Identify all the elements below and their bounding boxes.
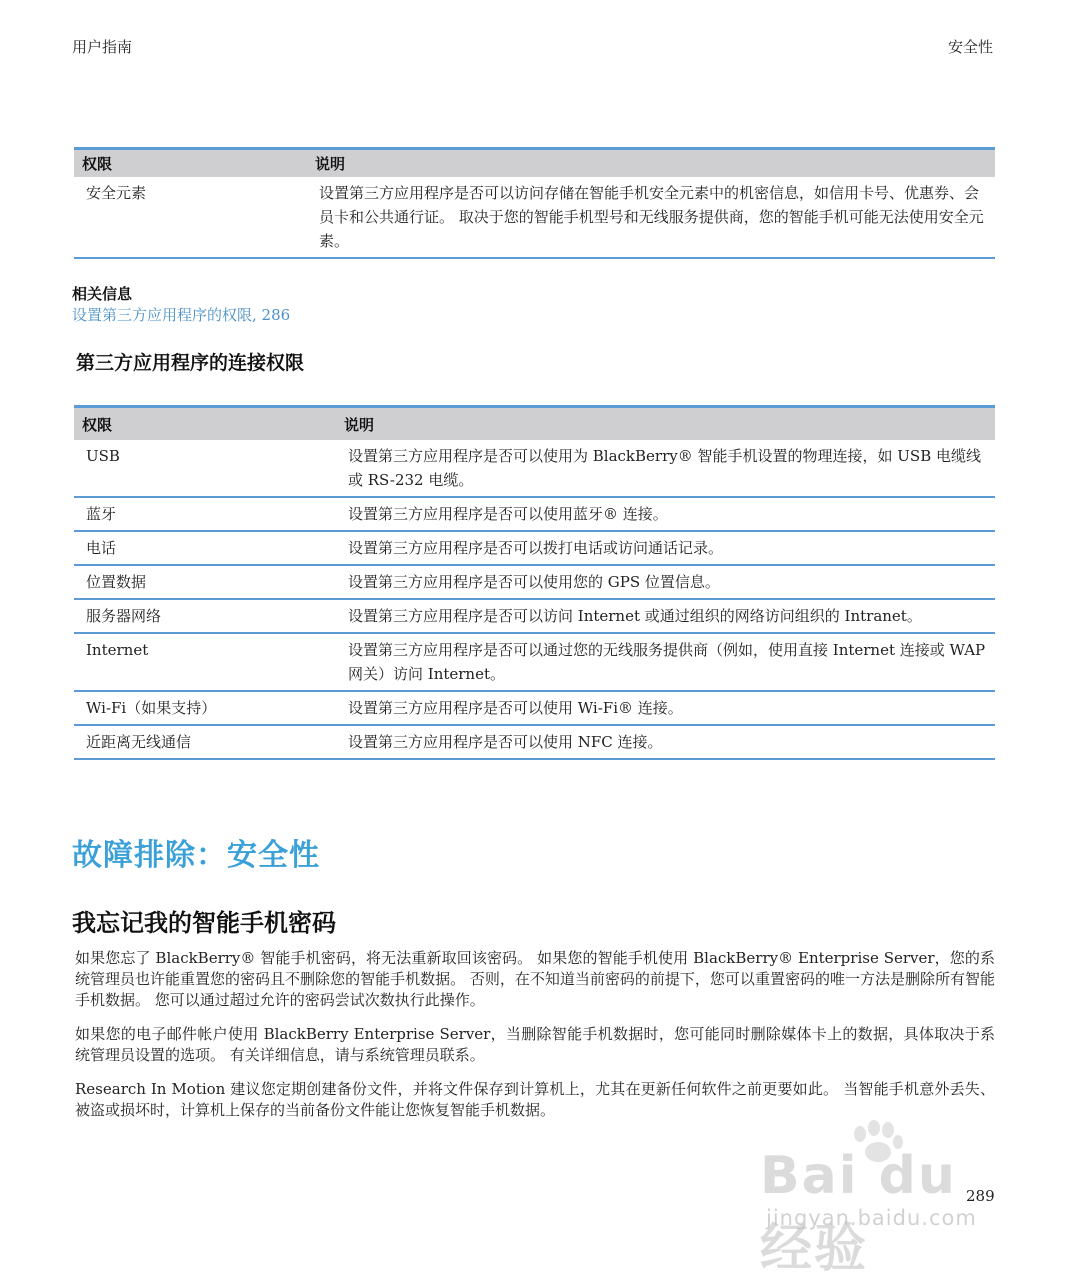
body-paragraph: Research In Motion 建议您定期创建备份文件，并将文件保存到计算机上，尤其在更新任何软件之前更要如此。 当智能手机意外丢失、被盗或损坏时，计算机上保存的当前备份文件能让您恢复智能手机数据。	[75, 1080, 995, 1119]
permission-name: 近距离无线通信	[74, 725, 336, 759]
related-info-heading: 相关信息	[72, 285, 133, 303]
table-header-row	[74, 407, 995, 441]
permission-description: 设置第三方应用程序是否可以通过您的无线服务提供商（例如，使用直接 Internet 连接或 WAP 网关）访问 Internet。	[336, 633, 995, 691]
troubleshooting-section-title: 故障排除：安全性	[72, 838, 320, 873]
body-paragraph: 如果您忘了 BlackBerry® 智能手机密码，将无法重新取回该密码。 如果您的智能手机使用 BlackBerry® Enterprise Server，您的系统管理员也许能重置您的密码且不删除您的智能手机数据。 否则，在不知道当前密码的前提下，您可以重置密码的唯一方法是删除所有智能手机数据。 您可以通过超过允许的密码尝试次数执行此操作。	[75, 949, 995, 1009]
related-info-link[interactable]: 设置第三方应用程序的权限, 286	[72, 306, 291, 324]
permission-name: USB	[74, 440, 336, 497]
table-row	[74, 691, 995, 725]
permission-name: Internet	[74, 633, 336, 691]
column-header-description: 说明	[336, 407, 995, 441]
column-header-description: 说明	[307, 149, 995, 178]
table-row	[74, 565, 995, 599]
permission-description: 设置第三方应用程序是否可以使用 NFC 连接。	[336, 725, 995, 759]
table-row	[74, 725, 995, 759]
header-guide-title: 用户指南	[72, 38, 133, 56]
watermark-url: jingyan.baidu.com	[766, 1206, 977, 1230]
permission-description: 设置第三方应用程序是否可以使用 Wi-Fi® 连接。	[336, 691, 995, 725]
permission-name: 安全元素	[74, 177, 307, 258]
connection-permission-table	[74, 405, 995, 760]
body-paragraph: 如果您的电子邮件帐户使用 BlackBerry Enterprise Server，当删除智能手机数据时，您可能同时删除媒体卡上的数据，具体取决于系统管理员设置的选项。 有关详细信息，请与系统管理员联系。	[75, 1025, 995, 1064]
table-row	[74, 531, 995, 565]
permission-description: 设置第三方应用程序是否可以使用为 BlackBerry® 智能手机设置的物理连接，如 USB 电缆线或 RS-232 电缆。	[336, 440, 995, 497]
table-row	[74, 497, 995, 531]
table-row	[74, 633, 995, 691]
baidu-jingyan-watermark	[740, 1120, 1010, 1279]
permission-name: 服务器网络	[74, 599, 336, 633]
connection-permissions-heading: 第三方应用程序的连接权限	[76, 352, 305, 374]
watermark-brand: Bai du 经验	[760, 1146, 957, 1279]
column-header-permission: 权限	[74, 407, 336, 441]
permission-description: 设置第三方应用程序是否可以访问存储在智能手机安全元素中的机密信息，如信用卡号、优惠券、会员卡和公共通行证。 取决于您的智能手机型号和无线服务提供商，您的智能手机可能无法使用安全元素。	[307, 177, 995, 258]
table-row	[74, 177, 995, 258]
forgot-password-topic-title: 我忘记我的智能手机密码	[72, 909, 336, 937]
permission-description: 设置第三方应用程序是否可以使用您的 GPS 位置信息。	[336, 565, 995, 599]
table-row	[74, 599, 995, 633]
page-number: 289	[966, 1187, 995, 1205]
table-header-row	[74, 149, 995, 178]
table-row	[74, 440, 995, 497]
permission-description: 设置第三方应用程序是否可以拨打电话或访问通话记录。	[336, 531, 995, 565]
header-section-title: 安全性	[948, 38, 994, 56]
permission-name: Wi-Fi（如果支持）	[74, 691, 336, 725]
column-header-permission: 权限	[74, 149, 307, 178]
permission-name: 电话	[74, 531, 336, 565]
permission-description: 设置第三方应用程序是否可以访问 Internet 或通过组织的网络访问组织的 Intranet。	[336, 599, 995, 633]
secure-element-permission-table	[74, 147, 995, 259]
permission-name: 蓝牙	[74, 497, 336, 531]
permission-description: 设置第三方应用程序是否可以使用蓝牙® 连接。	[336, 497, 995, 531]
permission-name: 位置数据	[74, 565, 336, 599]
